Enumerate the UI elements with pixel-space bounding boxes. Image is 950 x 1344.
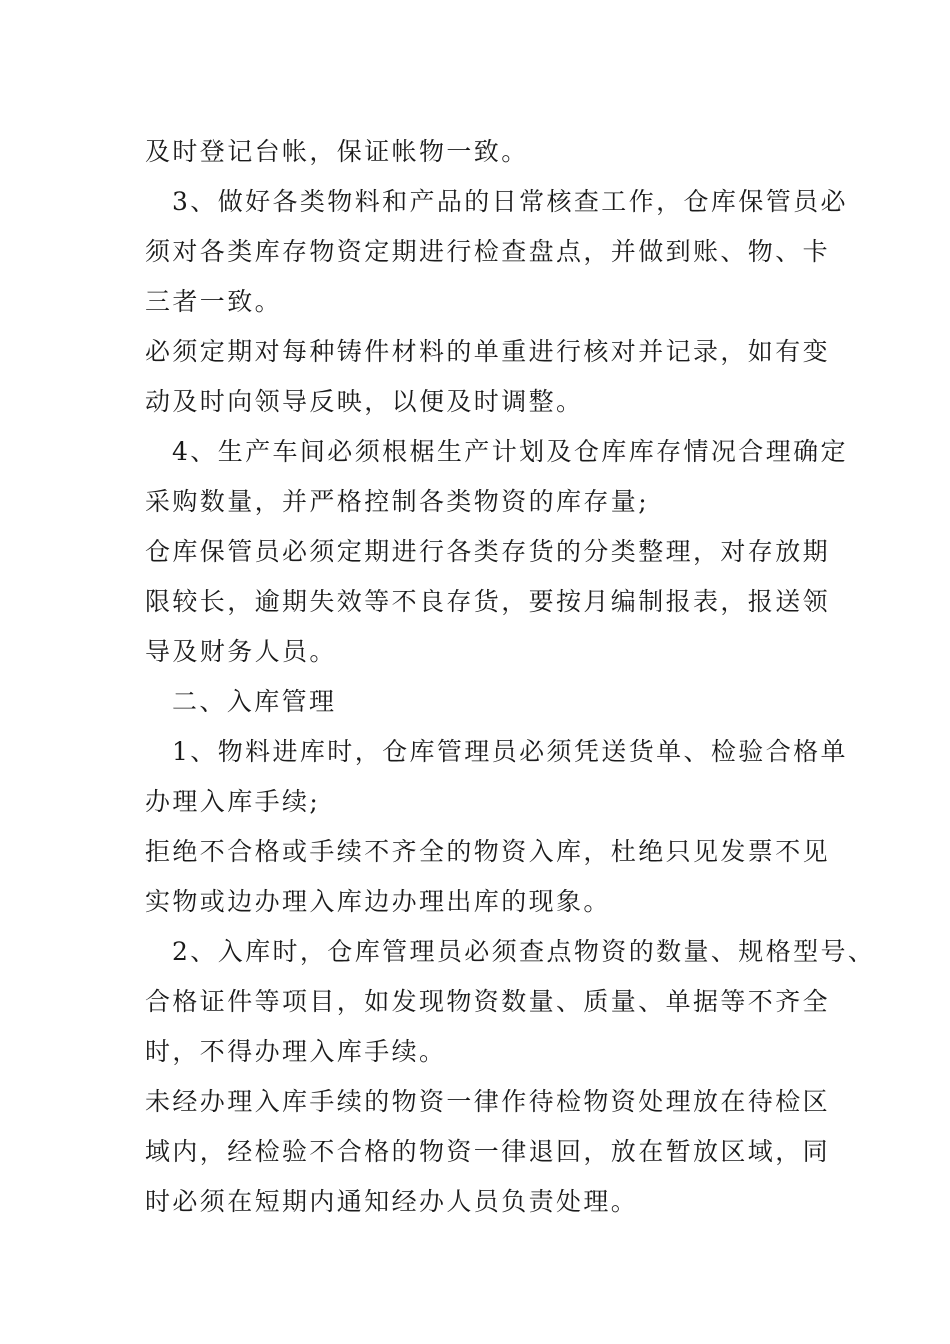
text-line: 3、做好各类物料和产品的日常核查工作，仓库保管员必 xyxy=(172,187,848,216)
text-line: 域内，经检验不合格的物资一律退回，放在暂放区域，同 xyxy=(145,1137,831,1166)
text-line: 仓库保管员必须定期进行各类存货的分类整理，对存放期 xyxy=(145,537,831,566)
text-line: 1、物料进库时，仓库管理员必须凭送货单、检验合格单 xyxy=(172,737,848,766)
text-line: 时，不得办理入库手续。 xyxy=(145,1037,447,1066)
text-line: 4、生产车间必须根椐生产计划及仓库库存情况合理确定 xyxy=(172,437,848,466)
text-line: 2、入库时，仓库管理员必须查点物资的数量、规格型号、 xyxy=(172,937,876,966)
text-line: 实物或边办理入库边办理出库的现象。 xyxy=(145,887,611,916)
text-line: 须对各类库存物资定期进行检查盘点，并做到账、物、卡 xyxy=(145,237,831,266)
section-heading: 二、入库管理 xyxy=(172,687,337,716)
text-line: 拒绝不合格或手续不齐全的物资入库，杜绝只见发票不见 xyxy=(145,837,831,866)
text-line: 必须定期对每种铸件材料的单重进行核对并记录，如有变 xyxy=(145,337,831,366)
text-line: 办理入库手续; xyxy=(145,787,321,816)
text-line: 三者一致。 xyxy=(145,287,283,316)
text-line: 限较长，逾期失效等不良存货，要按月编制报表，报送领 xyxy=(145,587,831,616)
text-line: 导及财务人员。 xyxy=(145,637,337,666)
text-line: 时必须在短期内通知经办人员负责处理。 xyxy=(145,1187,639,1216)
text-line: 未经办理入库手续的物资一律作待检物资处理放在待检区 xyxy=(145,1087,831,1116)
text-line: 动及时向领导反映，以便及时调整。 xyxy=(145,387,584,416)
text-line: 合格证件等项目，如发现物资数量、质量、单据等不齐全 xyxy=(145,987,831,1016)
text-line: 采购数量，并严格控制各类物资的库存量; xyxy=(145,487,650,516)
text-line: 及时登记台帐，保证帐物一致。 xyxy=(145,137,529,166)
